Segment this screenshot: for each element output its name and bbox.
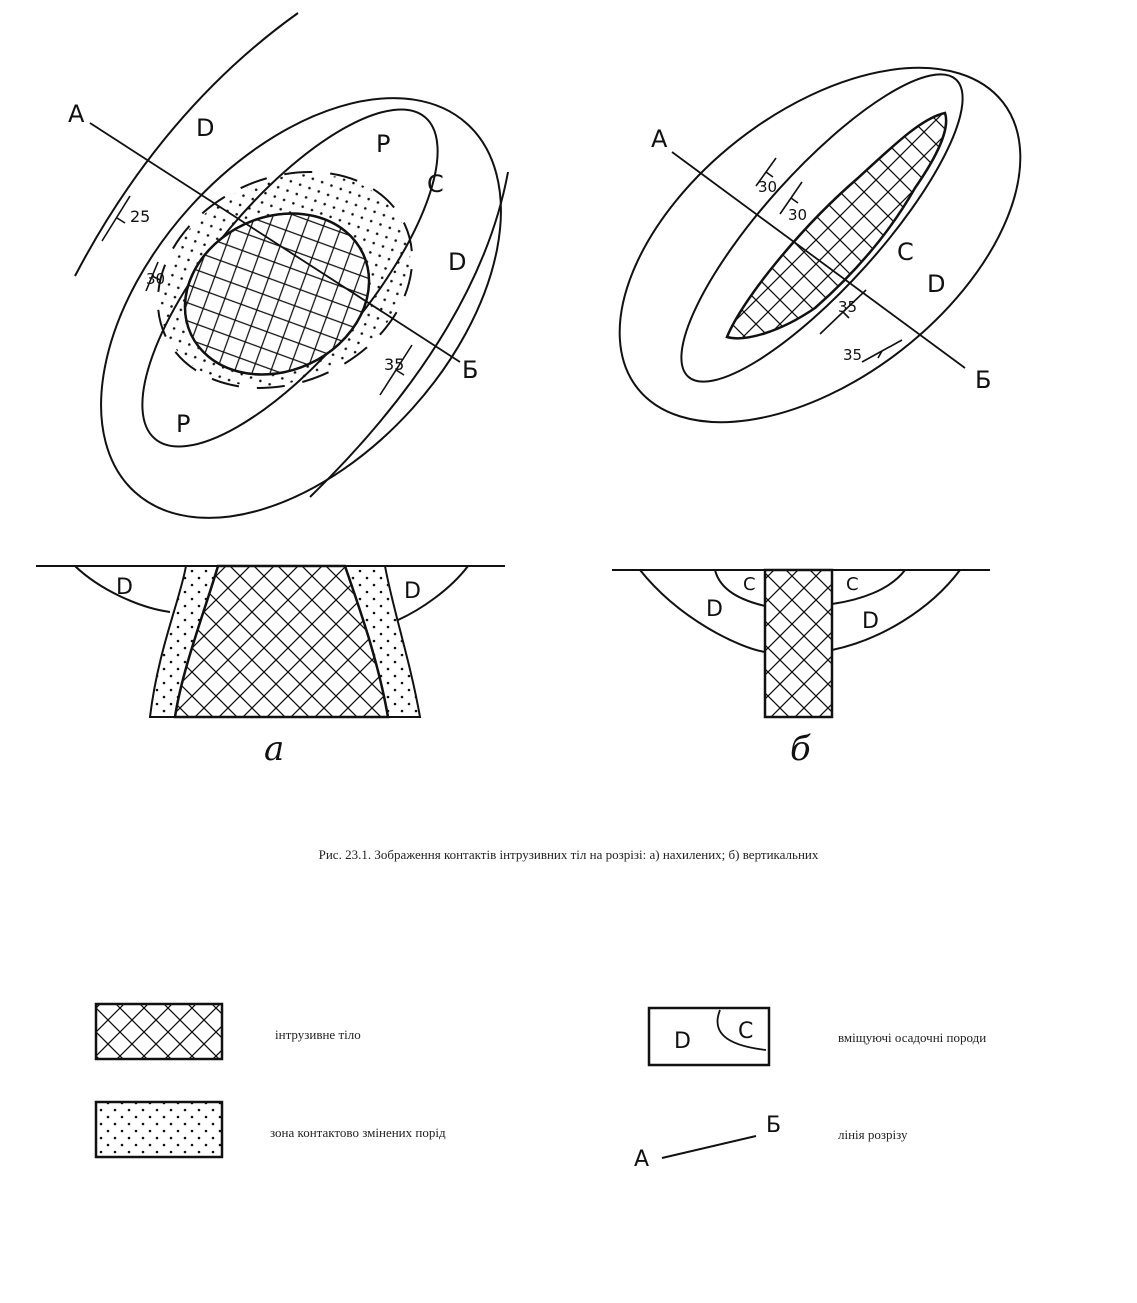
label-d-sec-a1: D [116,575,133,600]
label-a-start: А [68,100,85,128]
legend-label-c: C [738,1019,754,1044]
label-dip-35-b1: 35 [838,298,858,316]
label-c-sec-b2: C [846,574,859,595]
legend-label-d: D [674,1029,691,1054]
legend-text-intrusive: інтрузивне тіло [275,1027,361,1042]
label-c-1: C [427,170,444,198]
legend-text-section-line: лінія розрізу [838,1127,908,1142]
label-d-b: D [927,270,946,298]
intrusive-body-b [727,113,946,338]
sub-label-a: а [264,729,285,769]
label-d-sec-b1: D [706,597,723,622]
label-b-end-b: Б [975,366,992,394]
label-dip-30-b2: 30 [788,206,808,224]
map-vertical [555,0,1084,493]
label-d-2: D [448,248,467,276]
label-p-2: P [176,410,191,438]
sub-label-b: б [790,729,811,769]
legend-swatch-labels [634,1019,781,1172]
label-c-sec-b1: C [743,574,756,595]
legend-text-host-rocks: вміщуючі осадочні породи [838,1030,987,1045]
label-dip-25: 25 [130,207,151,226]
intrusive-section-b [765,570,832,717]
label-p-1: P [376,130,391,158]
label-dip-35-b2: 35 [843,346,863,364]
section-inclined [36,566,505,717]
map-inclined [24,13,579,593]
label-d-1: D [196,114,215,142]
legend-section-line [662,1136,756,1158]
label-dip-35-a: 35 [384,355,405,374]
section-vertical [612,570,990,717]
label-d-sec-a2: D [404,579,421,604]
label-dip-30-b1: 30 [758,178,778,196]
legend-text-contact-zone: зона контактово змінених порід [270,1125,446,1140]
label-c-b: C [897,238,914,266]
figure-caption: Рис. 23.1. Зображення контактів інтрузивних тіл на розрізі: а) нахилених; б) вертикальних [318,847,819,862]
legend-dots-swatch [96,1102,222,1157]
legend-label-a: А [634,1147,650,1172]
section-line-b [672,152,965,368]
label-a-start-b: А [651,125,668,153]
label-dip-30-a: 30 [146,270,166,288]
label-d-sec-b2: D [862,609,879,634]
legend-hatch-swatch [96,1004,222,1059]
legend-label-b: Б [766,1113,782,1138]
label-b-end: Б [462,356,479,384]
